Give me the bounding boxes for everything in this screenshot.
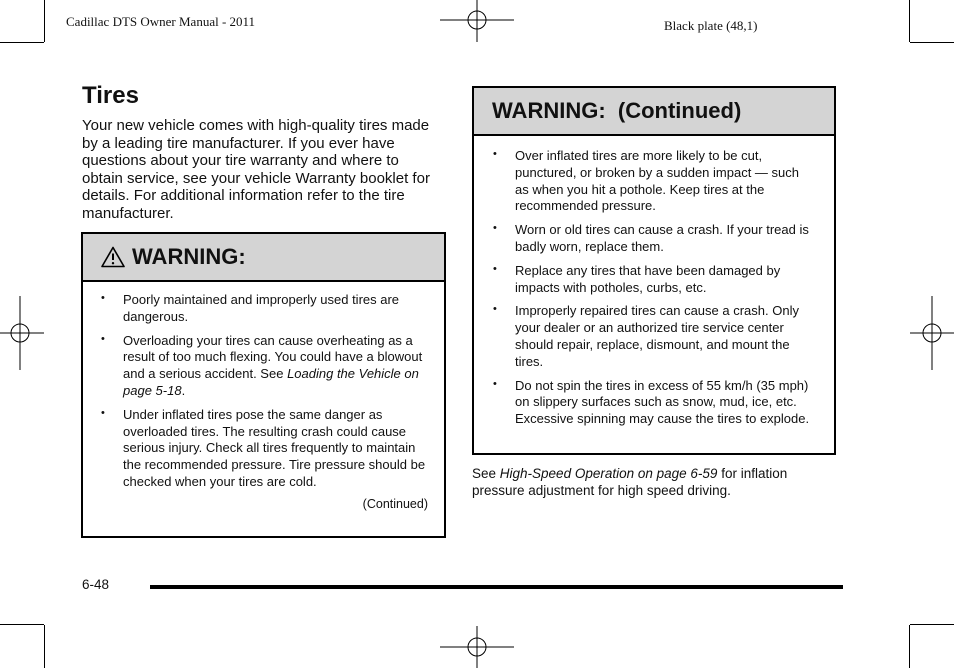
crop-mark-bottom-left-h (0, 624, 44, 625)
warning-continued-heading (474, 88, 834, 136)
warning-left-list (101, 292, 428, 491)
bullet-text: Over inflated tires are more likely to be cut, punctured, or broken by a sudden impact — such as when you hit a pothole. Keep tires at the recommended pressure. (515, 148, 799, 214)
crop-mark-top-right-h (910, 42, 954, 43)
list-item: • Do not spin the tires in excess of 55 km/h (35 mph) on slippery surfaces such as snow, mud, ice, etc. Excessive spinning may cause the tires to explode. (493, 377, 810, 427)
crop-mark-bottom-left-v (44, 625, 45, 668)
registration-mark-left-icon (0, 296, 44, 370)
crop-mark-top-left-v (44, 0, 45, 42)
warning-left-content (83, 282, 444, 511)
bullet-text: Improperly repaired tires can cause a crash. Only your dealer or an authorized tire service center should repair, replace, dismount, and mount the tires. (515, 303, 799, 369)
list-item: • Over inflated tires are more likely to be cut, punctured, or broken by a sudden impact — such as when you hit a pothole. Keep tires at the recommended pressure. (493, 148, 799, 214)
see-suffix: for inflation pressure adjustment for high speed driving. (472, 466, 788, 498)
warning-heading-text: WARNING: (132, 244, 246, 269)
cross-reference-link[interactable]: High-Speed Operation on page 6-59 (499, 466, 718, 481)
list-item: • Worn or old tires can cause a crash. If your tread is badly worn, replace them. (493, 222, 809, 254)
bullet-text: Replace any tires that have been damaged by impacts with potholes, curbs, etc. (515, 262, 781, 295)
warning-box-right (472, 86, 836, 455)
page-number: 6-48 (82, 577, 110, 592)
bullet-text: Under inflated tires pose the same danger as overloaded tires. The resulting crash could cause serious injury. Check all tires frequently to maintain the recommended pressure. Tire pressure should be checked when your tires are cold. (123, 406, 426, 489)
plate-label: Black plate (48,1) (664, 18, 758, 33)
cross-reference-link[interactable]: Loading the Vehicle on page 5-18 (123, 366, 419, 398)
warning-right-content (474, 136, 834, 428)
crop-mark-top-left-h (0, 42, 44, 43)
bullet-text: Poorly maintained and improperly used tires are dangerous. (123, 292, 400, 324)
warning-triangle-icon (101, 246, 125, 268)
list-item: • Overloading your tires can cause overheating as a result of too much flexing. You could have a blowout and a serious accident. See Loading the Vehicle on page 5-18. (101, 332, 423, 398)
crop-mark-bottom-right-h (910, 624, 954, 625)
list-item: • Improperly repaired tires can cause a crash. Only your dealer or an authorized tire service center should repair, replace, dismount, and mount the tires. (493, 303, 799, 369)
warning-heading-left (83, 234, 444, 282)
registration-mark-right-icon (910, 296, 954, 370)
registration-mark-bottom-icon (440, 626, 514, 668)
warning-continued-heading-text: WARNING: (Continued) (492, 98, 742, 123)
list-item: • Under inflated tires pose the same danger as overloaded tires. The resulting crash could cause serious injury. Check all tires frequently to maintain the recommended pressure. Tire pressure should be checked when your tires are cold. (101, 406, 426, 489)
section-title: Tires (82, 82, 139, 109)
intro-paragraph: Your new vehicle comes with high-quality tires made by a leading tire manufacturer. If you ever have questions about your tire warranty and where to obtain service, see your vehicle Warranty booklet for details. For additional information refer to the tire manufacturer. (82, 117, 430, 222)
crop-mark-bottom-right-v (909, 625, 910, 668)
bullet-text-end: . (181, 382, 186, 398)
see-prefix: See (472, 466, 500, 481)
bullet-text: Worn or old tires can cause a crash. If your tread is badly worn, replace them. (515, 222, 809, 254)
bullet-text: Overloading your tires can cause overheating as a result of too much flexing. You could have a blowout and a serious accident. See (123, 332, 423, 382)
bullet-text: Do not spin the tires in excess of 55 km/h (35 mph) on slippery surfaces such as snow, mud, ice, etc. Excessive spinning may cause the tires to explode. (515, 377, 810, 427)
warning-box-left (81, 232, 446, 538)
list-item: • Replace any tires that have been damaged by impacts with potholes, curbs, etc. (493, 262, 781, 295)
see-also-note (472, 465, 842, 499)
registration-mark-top-icon (440, 0, 514, 42)
manual-title: Cadillac DTS Owner Manual - 2011 (66, 14, 256, 29)
crop-mark-top-right-v (909, 0, 910, 42)
footer-rule (150, 585, 843, 589)
list-item: • Poorly maintained and improperly used tires are dangerous. (101, 292, 400, 324)
continued-label: (Continued) (362, 496, 428, 511)
warning-right-list (493, 148, 816, 428)
